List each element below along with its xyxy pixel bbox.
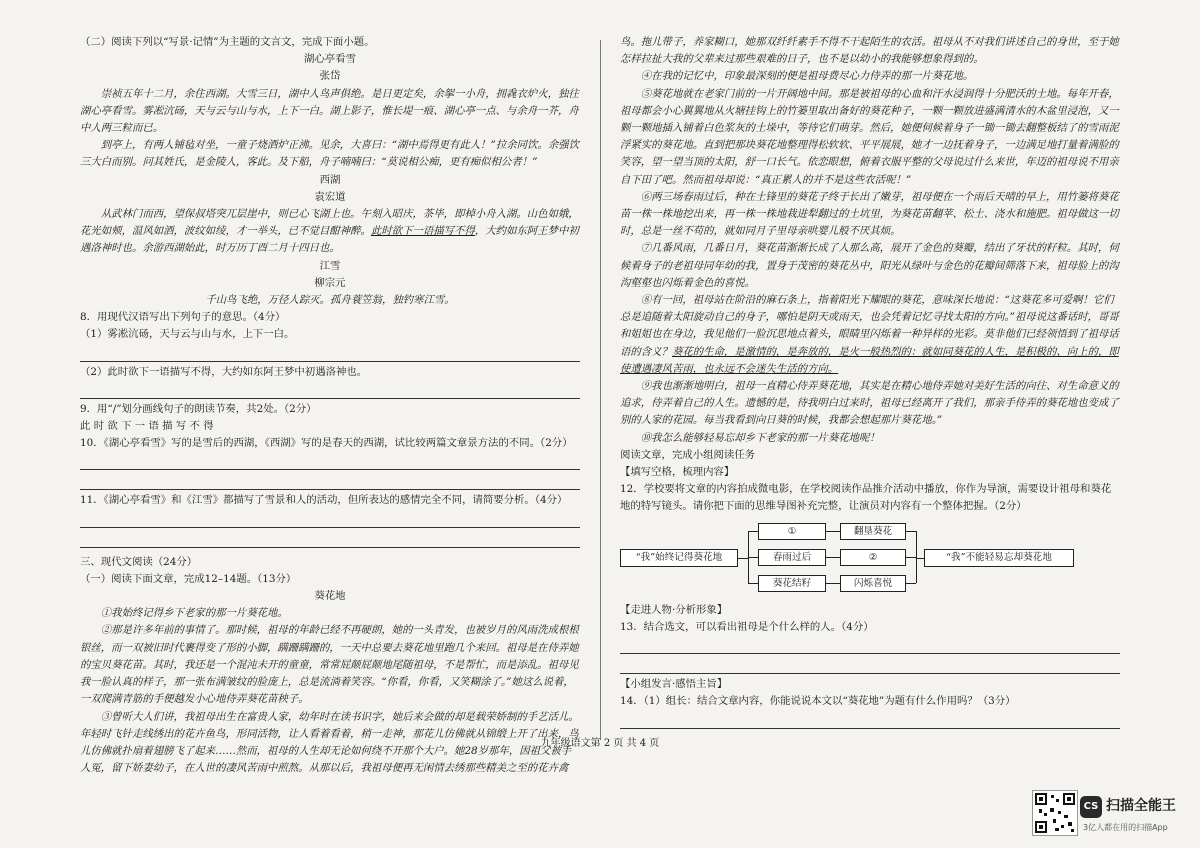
reading-task: 阅读文章，完成小组阅读任务: [620, 448, 756, 461]
text2-underlined-sentence: 此时欲下一语描写不得: [370, 225, 475, 238]
section-3-title: 三、现代文阅读（24分）: [80, 555, 198, 568]
essay-paragraph-2: ②那是许多年前的事情了。那时候，祖母的年龄已经不再硬朗，她的一头青发，也被岁月的风雨洗成根根银丝，而一双被旧时代裹得变了形的小脚，蹒跚蹒跚的，一天中总要去葵花地里跑几个来回。祖母是在侍弄她的宝贝葵花苗。其时，我还是一个混沌未开的童童，常常屁颠屁颠地尾随祖母，不是帮忙，而是添乱。祖母见我一脸认真的样子，那一张布满皱纹的脸庞上，总是流淌着笑容。“你看，你看，又笑糊涂了。”她这么说着，一双爬满青筋的手便越发小心地侍弄葵花苗秧子。: [80, 624, 579, 706]
essay-paragraph-3: ③曾听大人们讲，我祖母出生在富贵人家，幼年时在读书识字，她后来会做的却是载荣娇制的手艺活儿。年轻时飞针走线绣出的花卉鱼鸟，形同活物，让人看着看着，稍一走神，那花儿仿佛就从锦缎上开了出来，鸟儿仿佛就扑扇着翅膀飞了起来……然而，祖母的人生却无论如何绕不开那个大户。她28岁那年，因祖父被手人冤，留下娇妻幼子，在人世的凄风苦雨中煎熬。从那以后，我祖母便再无闲情去绣那些精美之至的花卉禽: [80, 710, 579, 775]
map-end-box: “我”不能轻易忘却葵花地: [924, 549, 1074, 567]
essay-paragraph-8: [620, 292, 1120, 378]
answer-line-13-a[interactable]: [620, 636, 1120, 654]
right-column: [620, 34, 1120, 731]
task-tag-2: 【走进人物·分析形象】: [620, 603, 728, 616]
column-divider: [600, 40, 601, 740]
essay-paragraph-3-cont: 鸟。拖儿带子，养家糊口，她那双纤纤素手不得不干起陌生的农活。祖母从不对我们讲述自己的身世，至于她怎样拉扯大我的父辈来过那些艰难的日子，也不是以幼小的我能够想象得到的。: [620, 36, 1119, 66]
map-box-dig: 翻垦葵花: [840, 523, 906, 540]
text2-paragraph: [80, 206, 580, 258]
map-box-joy: 闪烁喜悦: [840, 575, 906, 592]
essay-underlined-sentence: 葵花的生命，是激情的，是奔放的，是火一般热烈的：就如同葵花的人生，是积极的、向上的，即使遭遇凄风苦雨，也永远不会迷失生活的方向。: [620, 345, 1119, 375]
text1-title: 湖心亭看雪: [304, 53, 356, 66]
essay-title: 葵花地: [314, 590, 346, 603]
map-connector: [906, 583, 916, 584]
task-tag-1: 【填写空格，梳理内容】: [620, 466, 735, 479]
text1-author: 张岱: [319, 70, 341, 83]
section-3-1-title: （一）阅读下面文章，完成12–14题。（13分）: [80, 572, 297, 585]
answer-line-10-b[interactable]: [80, 472, 580, 490]
question-8: 8．用现代汉语写出下列句子的意思。（4分）: [80, 311, 286, 324]
text2-part-b: ，大约如东阿王梦中初遇洛神时也。余游西湖始此，时万历丁酉二月十四日也。: [80, 225, 579, 255]
map-connector: [748, 531, 758, 532]
map-connector: [748, 557, 758, 558]
essay-paragraph-9: ⑨我也渐渐地明白，祖母一直精心侍弄葵花地，其实是在精心地侍弄她对美好生活的向往、对生命意义的追求，侍弄着自己的人生。遗憾的是，待我明白过来时，祖母已经离开了我们，那亲手侍弄的葵花地也变成了别的人家的花园。每当我看到向日葵的时候，我都会想起那片葵花地。”: [620, 380, 1119, 427]
text1-paragraph-2: 到亭上，有两人铺毡对坐，一童子烧酒炉正沸。见余，大喜曰：“湖中焉得更有此人！”拉余同饮。余强饮三大白而别。问其姓氏，是金陵人，客此。及下船，舟子喃喃曰：“莫说相公痴，更有痴似相公者！”: [80, 139, 579, 169]
brand-slogan: 3亿人都在用的扫描App: [1083, 823, 1168, 832]
map-connector: [906, 531, 916, 532]
question-13: 13．结合选文，可以看出祖母是个什么样的人。（4分）: [620, 620, 874, 633]
map-connector: [748, 583, 758, 584]
map-box-spring-rain: 春雨过后: [758, 549, 826, 566]
task-tag-3: 【小组发言·感悟主旨】: [620, 678, 728, 691]
question-8-1: （1）雾凇沆砀，天与云与山与水，上下一白。: [80, 328, 295, 341]
question-9: 9．用“/”划分画线句子的朗读节奏，共2处。（2分）: [80, 402, 317, 415]
text2-author: 袁宏道: [314, 190, 346, 203]
left-column: [80, 34, 580, 777]
text2-part-a: 从武林门而西，望保叔塔突兀层崖中，则已心飞湖上也。午刻入昭庆，茶毕，即棹小舟入湖。山色如娥，花光如颊，温风如酒，波纹如绫，才一举头，已不觉目酣神醉。: [80, 208, 579, 238]
essay-paragraph-8-text: ⑧有一回，祖母站在阶沿的麻石条上，指着阳光下耀眼的葵花，意味深长地说：“这葵花多可爱啊！它们总是追随着太阳旋动自己的身子，哪怕是阴天或雨天，也会凭着记忆寻找太阳的方向。”祖母说这番话时，哥哥和姐姐也在身边，我见他们一脸沉思地点着头，眼睛里闪烁着一种异样的光彩。莫非他们已经领悟到了祖母话语的含义？: [620, 294, 1119, 358]
question-10: 10．《湖心亭看雪》写的是雪后的西湖，《西湖》写的是春天的西湖，试比较两篇文章景方法的不同。（2分）: [80, 437, 573, 450]
essay-paragraph-6: ⑥两三场春雨过后，种在土锋里的葵花子终于长出了嫩芽，祖母便在一个雨后天晴的早上，用竹篓将葵花苗一株一株地挖出来，再一株一株地栽进犁翻过的土坑里，为葵花苗翻苹、松土、浇水和施肥。祖母做这一切时，总是一丝不苟的，就如同月子里母亲哄婴儿般不厌其烦。: [620, 190, 1119, 238]
question-9-sentence: 此 时 欲 下 一 语 描 写 不 得: [80, 420, 214, 433]
camscanner-logo-icon: CS: [1080, 796, 1102, 818]
map-box-blank-2[interactable]: ②: [840, 549, 906, 566]
question-14: 14．（1）组长：结合文章内容，你能说说本文以“葵花地”为题有什么作用吗？（3分）: [620, 695, 1016, 708]
map-connector: [906, 557, 916, 558]
essay-paragraph-1: ①我始终记得乡下老家的那一片葵花地。: [100, 607, 288, 620]
question-12: 12．学校要将文章的内容拍成微电影，在学校阅读作品推介活动中播放，你作为导演，需要设计祖母和葵花地的特写镜头。请你把下面的思维导图补充完整，让演员对内容有一个整体把握。（2分）: [620, 483, 1112, 513]
section-intro: （二）阅读下列以“写景·记情”为主题的文言文，完成下面小题。: [80, 36, 375, 48]
page-footer: 九年级语文第 2 页 共 4 页: [540, 738, 660, 749]
essay-paragraph-7: ⑦几番风雨，几番日月，葵花苗渐渐长成了人那么高，展开了金色的葵瓣，结出了牙状的籽粒。其时，伺候着身子的老祖母同年幼的我，置身于茂密的葵花丛中，阳光从绿叶与金色的花瓣间筛落下来，祖母脸上的沟沟壑壑也闪烁着金色的喜悦。: [620, 242, 1119, 289]
map-connector: [826, 583, 840, 584]
essay-paragraph-10: ⑩我怎么能够轻易忘却乡下老家的那一片葵花地呢！: [640, 431, 880, 444]
mind-map: [620, 520, 1120, 596]
answer-line-11-b[interactable]: [80, 530, 580, 548]
map-start-box: “我”始终记得葵花地: [620, 549, 738, 567]
map-connector: [916, 558, 924, 559]
qr-code-icon: [1033, 791, 1077, 835]
brand-name: 扫描全能王: [1106, 798, 1176, 814]
text1-paragraph-1: 崇祯五年十二月，余住西湖。大雪三日，湖中人鸟声俱绝。是日更定矣，余挐一小舟，拥毳衣炉火，独往湖心亭看雪。雾凇沆砀，天与云与山与水，上下一白。湖上影子，惟长堤一痕、湖心亭一点、与余舟一芥，舟中人两三粒而已。: [80, 87, 579, 135]
answer-line-11-a[interactable]: [80, 510, 580, 528]
answer-line-8-1[interactable]: [80, 344, 580, 362]
answer-line-14[interactable]: [620, 711, 1120, 729]
qr-code: [1032, 790, 1078, 836]
text3-title: 江雪: [319, 259, 341, 272]
question-11: 11．《湖心亭看雪》和《江雪》都描写了雪景和人的活动，但所表达的感情完全不同，请简要分析。（4分）: [80, 494, 568, 507]
essay-paragraph-4: ④在我的记忆中，印象最深刻的便是祖母费尽心力侍弄的那一片葵花地。: [640, 70, 974, 83]
answer-line-13-b[interactable]: [620, 656, 1120, 674]
map-box-seeds: 葵花结籽: [758, 575, 826, 592]
text3-poem: 千山鸟飞绝，万径人踪灭。孤舟蓑笠翁，独钓寒江雪。: [205, 294, 455, 307]
text3-author: 柳宗元: [314, 276, 346, 289]
text2-title: 西湖: [319, 173, 341, 186]
essay-paragraph-5: ⑤葵花地就在老家门前的一片开阔地中间。那是被祖母的心血和汗水浸润得十分肥沃的土地。每年开春，祖母都会小心翼翼地从火塘挂钩上的竹篓里取出备好的葵花种子，一颗一颗放进盛满清水的木盆里浸泡，又一颗一颗地插入铺着白色浆灰的土垛中，等待它们萌芽。然后，她便伺候着身子一锄一锄去翻整板结了的雪雨泥浮紧实的葵花地。直到把那块葵花地整理得松软软、平平展展，她才一边抚着身子，一边满足地打量着满脸的笑容，望一望当顶的太阳，舒一口长气。依恋眼想，俯着衣服平整的父母说过什么来世，年迈的祖母说不用亲自下田了吧。然而祖母却说：“真正累人的并不是这些农活呢！”: [620, 87, 1119, 186]
map-connector: [916, 531, 917, 583]
question-8-2: （2）此时欲下一语描写不得，大约如东阿王梦中初遇洛神也。: [80, 365, 368, 378]
map-box-blank-1[interactable]: ①: [758, 523, 826, 540]
map-connector: [826, 557, 840, 558]
map-connector: [826, 531, 840, 532]
answer-line-8-2[interactable]: [80, 381, 580, 399]
answer-line-10-a[interactable]: [80, 452, 580, 470]
map-connector: [738, 558, 748, 559]
